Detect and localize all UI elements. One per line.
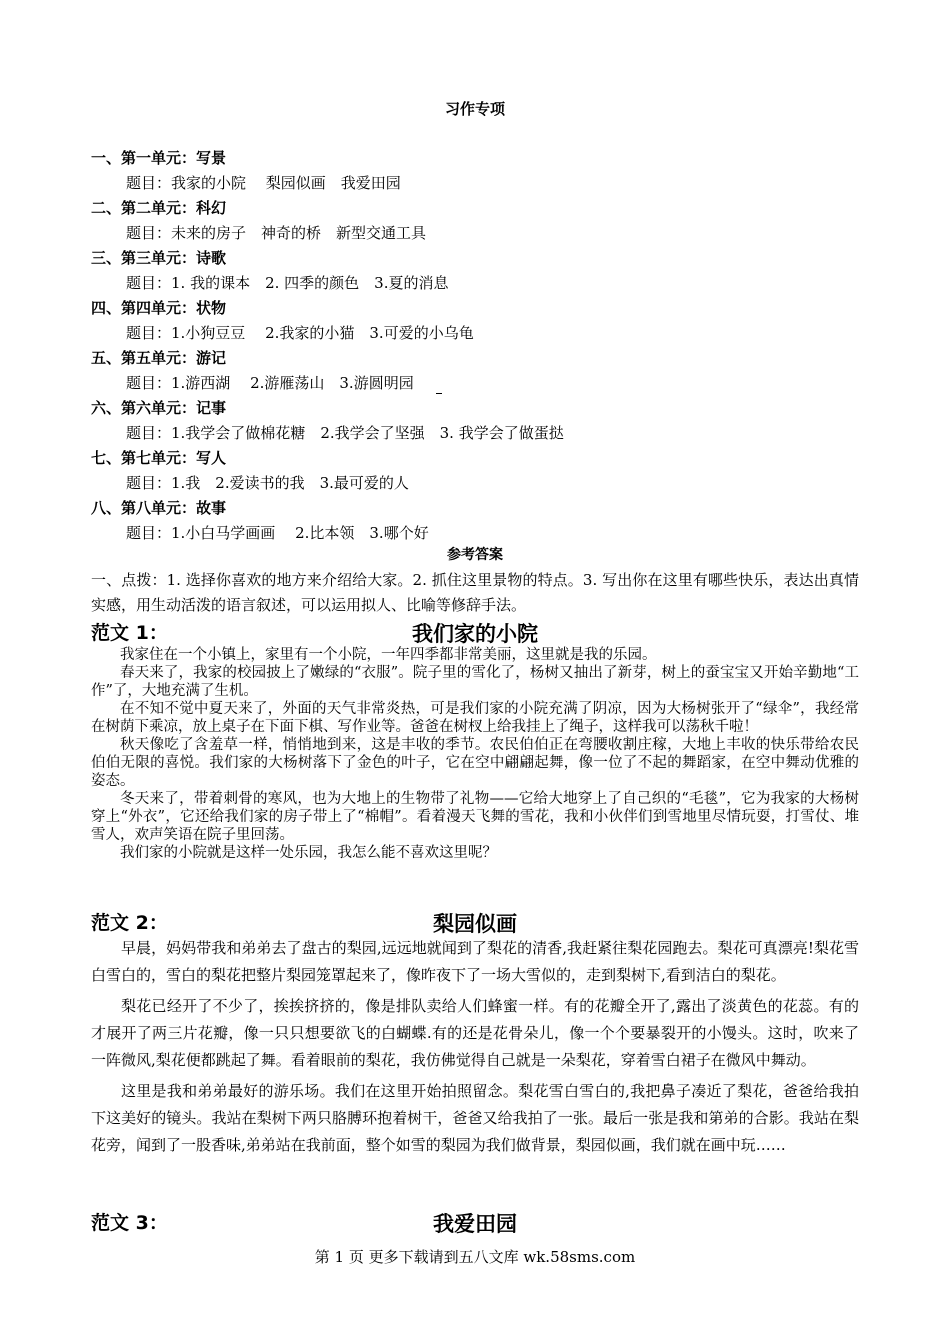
unit-topics: 题目：1.小狗豆豆 2.我家的小猫 3.可爱的小乌龟 — [126, 324, 474, 342]
unit-heading: 五、第五单元：游记 — [91, 349, 227, 367]
unit-heading: 四、第四单元：状物 — [91, 299, 227, 317]
essay1-body — [91, 646, 859, 862]
stray-mark — [436, 393, 442, 394]
unit-heading: 三、第三单元：诗歌 — [91, 249, 227, 267]
essay3-header — [91, 1208, 859, 1238]
unit-topics-text: 题目：1.游西湖 2.游雁荡山 3.游圆明园 — [126, 374, 414, 392]
essay1-paragraph: 秋天像吃了含羞草一样，悄悄地到来，这是丰收的季节。农民伯伯正在弯腰收割庄稼，大地上丰收的快乐带给农民伯伯无限的喜悦。我们家的大杨树落下了金色的叶子，它在空中翩翩起舞，像一位了不起的舞蹈家，在空中舞动优雅的姿态。 — [91, 737, 859, 789]
essay1-paragraph: 我家住在一个小镇上，家里有一个小院，一年四季都非常美丽，这里就是我的乐园。 — [120, 647, 657, 663]
unit-heading: 八、第八单元：故事 — [91, 499, 227, 517]
unit-topics: 题目：1.我学会了做棉花糖 2.我学会了坚强 3. 我学会了做蛋挞 — [126, 424, 564, 442]
essay1-label: 范文 1： — [91, 622, 168, 644]
essay2-paragraph: 梨花已经开了不少了，挨挨挤挤的，像是排队卖给人们蜂蜜一样。有的花瓣全开了,露出了淡黄色的花蕊。有的才展开了两三片花瓣，像一只只想要欲飞的白蝴蝶.有的还是花骨朵儿，像一个个要暴裂开的小馒头。这时，吹来了一阵微风,梨花便都跳起了舞。看着眼前的梨花，我仿佛觉得自己就是一朵梨花，穿着雪白裙子在微风中舞动。 — [91, 997, 859, 1069]
essay2-header — [91, 908, 859, 938]
page-footer: 第 1 页 更多下载请到五八文库 wk.58sms.com — [314, 1248, 636, 1266]
unit-topics: 题目：1.小白马学画画 2.比本领 3.哪个好 — [126, 524, 429, 542]
essay3-label: 范文 3： — [91, 1212, 168, 1234]
essay1-paragraph: 我们家的小院就是这样一处乐园，我怎么能不喜欢这里呢？ — [120, 845, 497, 861]
essay1-paragraph: 冬天来了，带着刺骨的寒风，也为大地上的生物带了礼物——它给大地穿上了自己织的“毛毯”，它为我家的大杨树穿上“外衣”，它还给我们家的房子带上了“棉帽”。看着漫天飞舞的雪花，我和小伙伴们到雪地里尽情玩耍，打雪仗、堆雪人，欢声笑语在院子里回荡。 — [91, 791, 859, 843]
answers-heading: 参考答案 — [447, 547, 503, 563]
essay2-label: 范文 2： — [91, 912, 168, 934]
page-title: 习作专项 — [444, 100, 505, 118]
essay3-title: 我爱田园 — [433, 1211, 517, 1236]
essay1-header — [91, 618, 859, 648]
essay1-title: 我们家的小院 — [412, 621, 538, 646]
unit-topics: 题目：1.我 2.爱读书的我 3.最可爱的人 — [126, 474, 409, 492]
essay2-title: 梨园似画 — [433, 911, 517, 936]
essay2-paragraph: 这里是我和弟弟最好的游乐场。我们在这里开始拍照留念。梨花雪白雪白的,我把鼻子凑近了梨花，爸爸给我拍下这美好的镜头。我站在梨树下两只胳膊环抱着树干，爸爸又给我拍了一张。最后一张是我和第弟的合影。我站在梨花旁，闻到了一股香味,弟弟站在我前面，整个如雪的梨园为我们做背景，梨园似画，我们就在画中玩…… — [91, 1082, 859, 1154]
unit-topics: 题目：我家的小院 梨园似画 我爱田园 — [126, 174, 401, 192]
unit-heading: 二、第二单元：科幻 — [91, 199, 227, 217]
unit-heading: 一、第一单元：写景 — [91, 149, 227, 167]
essay2-body — [91, 935, 859, 1163]
unit-list — [91, 146, 871, 546]
essay1-paragraph: 在不知不觉中夏天来了，外面的天气非常炎热，可是我们家的小院充满了阴凉，因为大杨树张开了“绿伞”，我经常在树荫下乘凉，放上桌子在下面下棋、写作业等。爸爸在树杈上给我挂上了绳子，这样我可以荡秋千啦！ — [91, 701, 859, 735]
essay2-paragraph: 早晨，妈妈带我和弟弟去了盘古的梨园,远远地就闻到了梨花的清香,我赶紧往梨花园跑去。梨花可真漂亮!梨花雪白雪白的，雪白的梨花把整片梨园笼罩起来了，像昨夜下了一场大雪似的，走到梨树下,看到洁白的梨花。 — [91, 939, 859, 984]
unit-topics: 题目：未来的房子 神奇的桥 新型交通工具 — [126, 224, 427, 242]
essay1-paragraph: 春天来了，我家的校园披上了嫩绿的“衣服”。院子里的雪化了，杨树又抽出了新芽，树上的蚕宝宝又开始辛勤地“工作”了，大地充满了生机。 — [91, 665, 859, 699]
unit-topics: 题目：1. 我的课本 2. 四季的颜色 3.夏的消息 — [126, 274, 449, 292]
unit-heading: 七、第七单元：写人 — [91, 449, 227, 467]
writing-tip: 一、点拨：1. 选择你喜欢的地方来介绍给大家。2. 抓住这里景物的特点。3. 写出你在这里有哪些快乐，表达出真情实感，用生动活泼的语言叙述，可以运用拟人、比喻等修辞手法。 — [91, 571, 859, 614]
unit-heading: 六、第六单元：记事 — [91, 399, 227, 417]
unit-topics — [91, 371, 871, 396]
